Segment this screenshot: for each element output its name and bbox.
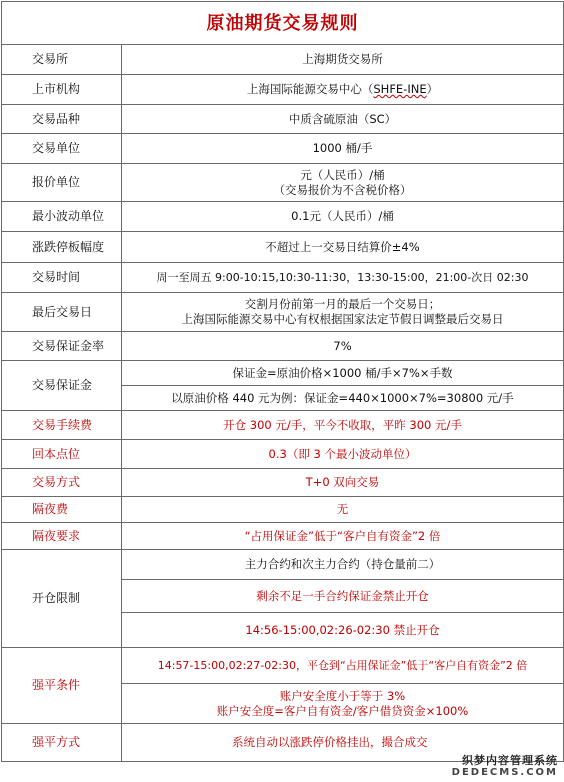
value-venue-close: ） (426, 82, 439, 96)
value-margin-example: 以原油价格 440 元为例：保证金=440×1000×7%=30800 元/手 (122, 386, 564, 411)
value-quote-unit-line1: 元（人民币）/桶 (300, 167, 385, 182)
label-fee: 交易手续费 (2, 411, 122, 440)
value-limit: 不超过上一交易日结算价±4% (122, 232, 564, 263)
label-unit: 交易单位 (2, 134, 122, 164)
label-quote-unit: 报价单位 (2, 164, 122, 202)
label-liquidation: 强平条件 (2, 648, 122, 724)
value-liquidation-2a: 账户安全度小于等于 3% (279, 688, 406, 703)
label-hours: 交易时间 (2, 263, 122, 293)
value-open-limit-3: 14:56-15:00,02:26-02:30 禁止开仓 (122, 613, 564, 648)
value-overnight-req: “占用保证金”低于“客户自有资金”2 倍 (122, 523, 564, 550)
value-product: 中质含硫原油（SC） (122, 105, 564, 134)
value-unit: 1000 桶/手 (122, 134, 564, 164)
label-method: 交易方式 (2, 469, 122, 497)
value-exchange: 上海期货交易所 (122, 45, 564, 75)
value-method: T+0 双向交易 (122, 469, 564, 497)
value-quote-unit-line2: （交易报价为不含税价格） (273, 182, 412, 197)
site-watermark (440, 755, 558, 779)
label-exchange: 交易所 (2, 45, 122, 75)
value-liquidation-2b: 账户安全度=客户自有资金/客户借贷资金×100% (216, 703, 469, 718)
value-last-day (122, 293, 564, 332)
value-last-day-line1: 交割月份前第一月的最后一个交易日； (244, 297, 441, 311)
value-liq-method-text: 系统自动以涨跌停价格挂出，撮合成交 (232, 735, 428, 749)
label-overnight-fee: 隔夜费 (2, 497, 122, 523)
label-limit: 涨跌停板幅度 (2, 232, 122, 263)
watermark-main: 织梦内容管理系统 (462, 754, 558, 767)
value-liquidation-1: 14:57-15:00,02:27-02:30，平仓到“占用保证金”低于“客户自有资金”2 倍 (122, 648, 564, 684)
label-last-day: 最后交易日 (2, 293, 122, 332)
table-title: 原油期货交易规则 (2, 2, 564, 45)
label-margin: 交易保证金 (2, 361, 122, 411)
value-last-day-line2: 上海国际能源交易中心有权根据国家法定节假日调整最后交易日 (181, 312, 504, 326)
label-liq-method: 强平方式 (2, 724, 122, 762)
value-margin-formula: 保证金=原油价格×1000 桶/手×7%×手数 (122, 361, 564, 386)
value-venue-name: 上海国际能源交易中心（ (246, 82, 374, 96)
value-breakeven: 0.3（即 3 个最小波动单位） (122, 440, 564, 469)
value-venue (122, 75, 564, 105)
value-overnight-fee: 无 (122, 497, 564, 523)
label-margin-rate: 交易保证金率 (2, 332, 122, 361)
value-tick: 0.1元（人民币）/桶 (122, 202, 564, 232)
value-liquidation-2 (122, 684, 564, 724)
watermark-sub: DEDECMS.COM (451, 767, 558, 778)
label-venue: 上市机构 (2, 75, 122, 105)
label-tick: 最小波动单位 (2, 202, 122, 232)
value-open-limit-1: 主力合约和次主力合约（持仓量前二） (122, 550, 564, 580)
value-venue-code: SHFE-INE (373, 82, 427, 96)
rules-table (1, 1, 564, 762)
label-open-limit: 开仓限制 (2, 550, 122, 648)
label-breakeven: 回本点位 (2, 440, 122, 469)
value-quote-unit (122, 164, 564, 202)
label-product: 交易品种 (2, 105, 122, 134)
label-overnight-req: 隔夜要求 (2, 523, 122, 550)
value-open-limit-2: 剩余不足一手合约保证金禁止开仓 (122, 580, 564, 613)
value-hours: 周一至周五 9:00-10:15,10:30-11:30，13:30-15:00，21:00-次日 02:30 (122, 263, 564, 293)
value-fee: 开仓 300 元/手，平今不收取，平昨 300 元/手 (122, 411, 564, 440)
value-margin-rate: 7% (122, 332, 564, 361)
